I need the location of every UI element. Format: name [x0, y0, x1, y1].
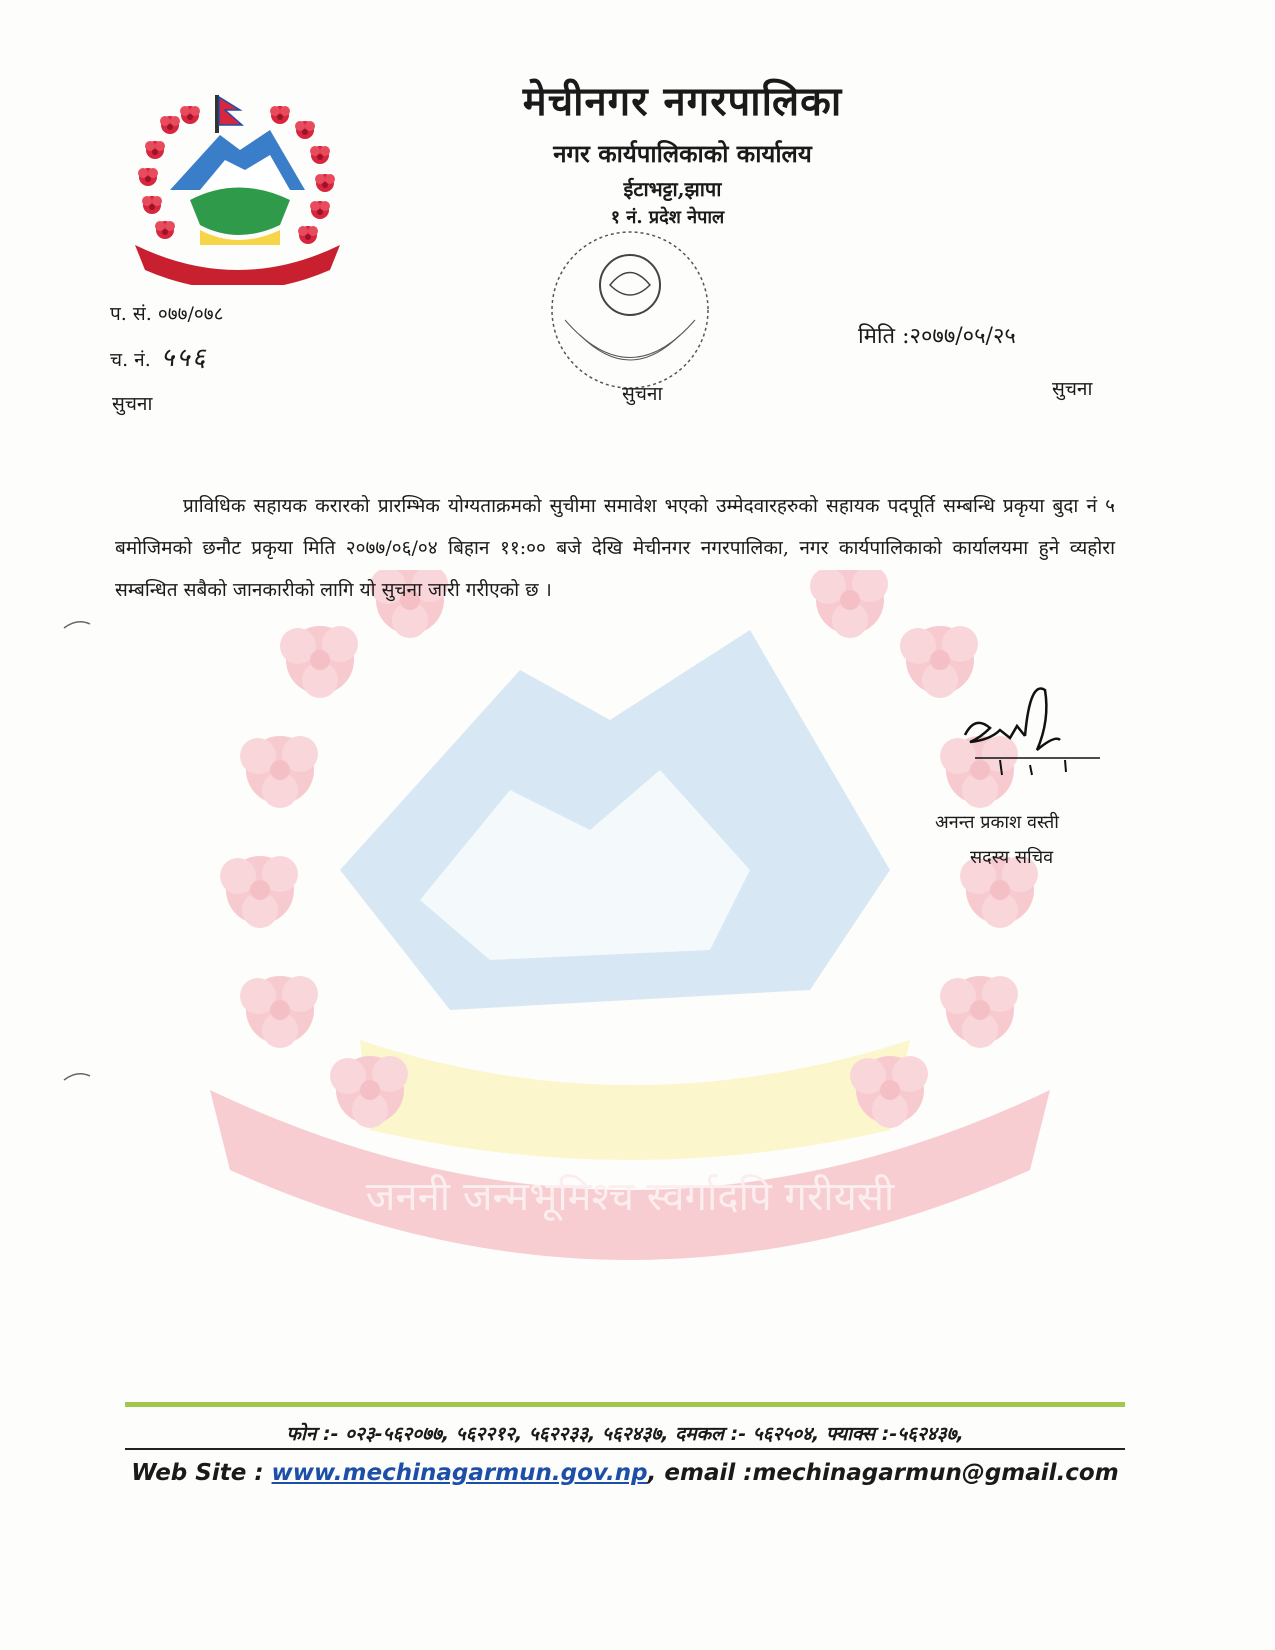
- notice-heading-left: सुचना: [112, 393, 153, 415]
- footer-contact: फोन :- ०२३-५६२०७७, ५६२२१२, ५६२२३३, ५६२४३७, दमकल :- ५६२५०४, फ्याक्स :-५६२४३७,: [286, 1423, 964, 1445]
- office-province: १ नं. प्रदेश नेपाल: [610, 207, 725, 228]
- letter-date: [858, 320, 1016, 350]
- signer-title: सदस्य सचिव: [970, 847, 1054, 868]
- office-seal-stamp: [545, 225, 715, 395]
- signer-name: अनन्त प्रकाश वस्ती: [935, 812, 1059, 833]
- footer-divider-green: [125, 1402, 1125, 1407]
- email-address[interactable]: mechinagarmun@gmail.com: [752, 1460, 1119, 1486]
- org-name: मेचीनगर नगरपालिका: [522, 78, 843, 125]
- dispatch-number: [110, 338, 207, 374]
- office-location: ईटाभट्टा,झापा: [623, 177, 722, 201]
- email-label: , email :: [647, 1460, 753, 1486]
- dispatch-value: ५५६: [160, 343, 208, 373]
- handwritten-signature: [955, 680, 1105, 790]
- dispatch-label: च. नं.: [110, 349, 151, 371]
- footer-divider-black: [125, 1448, 1125, 1450]
- date-value: २०७७/०५/२५: [909, 324, 1016, 349]
- reference-number: [110, 300, 224, 326]
- office-name: नगर कार्यपालिकाको कार्यालय: [553, 139, 812, 168]
- watermark-motto: जननी जन्मभूमिश्च स्वर्गादपि गरीयसी: [365, 1174, 895, 1220]
- punch-mark: [62, 618, 92, 630]
- website-link[interactable]: www.mechinagarmun.gov.np: [271, 1460, 648, 1486]
- website-label: Web Site :: [131, 1460, 264, 1486]
- punch-mark: [62, 1070, 92, 1082]
- notice-body: प्राविधिक सहायक करारको प्रारम्भिक योग्यताक्रमको सुचीमा समावेश भएको उम्मेदवारहरुको सहायक पदपूर्ति सम्बन्धि प्रकृया बुदा नं ५ बमोजिमको छनौट प्रकृया मिति २०७७/०६/०४ बिहान ११:०० बजे देखि मेचीनगर नगरपालिका, नगर कार्यपालिकाको कार्यालयमा हुने व्यहोरा सम्बन्धित सबैको जानकारीको लागि यो सुचना जारी गरीएको छ ।: [115, 495, 1115, 601]
- reference-label: प. सं.: [110, 303, 152, 325]
- reference-value: ०७७/०७८: [157, 303, 224, 325]
- footer-web: [125, 1460, 1125, 1486]
- watermark-emblem: [190, 570, 1070, 1310]
- notice-heading-center: सुचना: [622, 383, 663, 405]
- date-label: मिति :: [858, 324, 910, 349]
- notice-heading-right: सुचना: [1052, 378, 1093, 400]
